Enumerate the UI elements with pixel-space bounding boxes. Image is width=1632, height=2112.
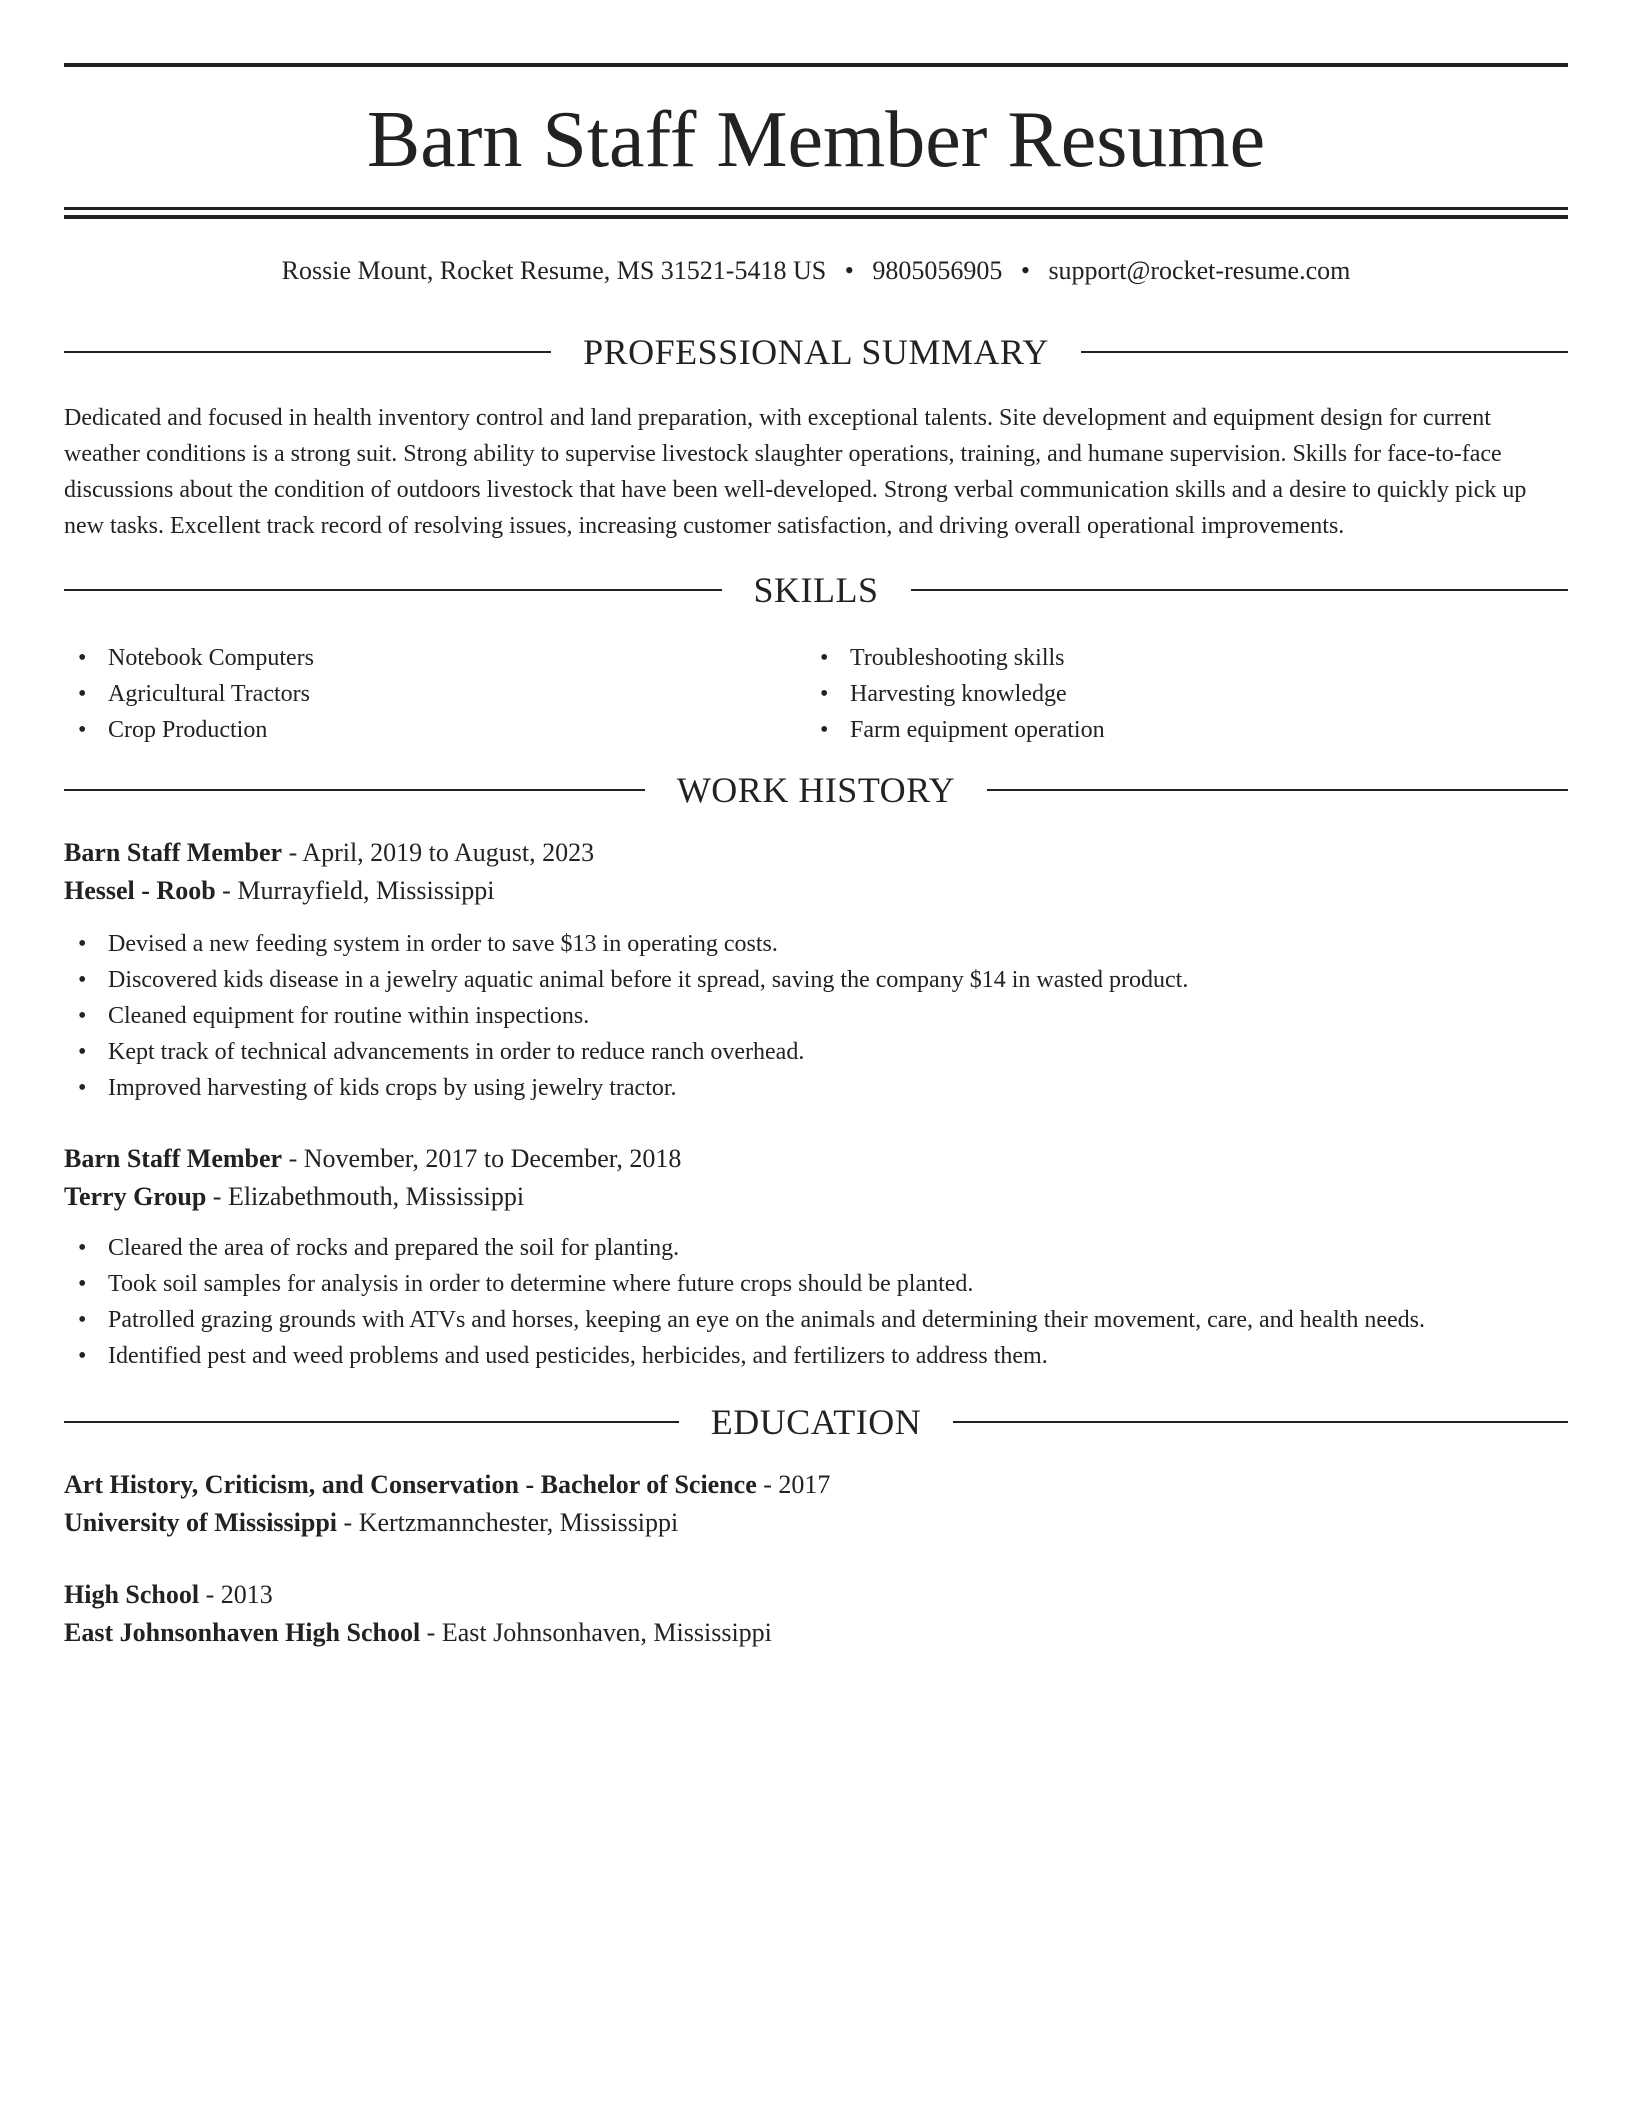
section-heading-work (64, 768, 1568, 812)
heading-rule-right (911, 589, 1569, 591)
job-bullets (64, 926, 1568, 1106)
job-title: Barn Staff Member (64, 838, 283, 867)
job-bullet: • Discovered kids disease in a jewelry aquatic animal before it spread, saving the company $14 in wasted product. (64, 962, 1568, 998)
education-degree: High School (64, 1580, 200, 1609)
education-school-line (64, 1504, 1568, 1542)
section-title: WORK HISTORY (676, 770, 956, 810)
top-rule (64, 63, 1568, 67)
job-location: - Murrayfield, Mississippi (215, 876, 495, 905)
title-rule-upper (64, 207, 1568, 210)
skill-item: • Notebook Computers (64, 640, 764, 676)
education-year: - 2017 (756, 1470, 831, 1499)
job-title-line (64, 1140, 1568, 1178)
job-company: Hessel - Roob (64, 876, 216, 905)
job-company: Terry Group (64, 1182, 207, 1211)
job-bullet: • Devised a new feeding system in order to save $13 in operating costs. (64, 926, 1568, 962)
job-title-line (64, 834, 1568, 872)
job-bullet: • Identified pest and weed problems and used pesticides, herbicides, and fertilizers to address them. (64, 1338, 1568, 1374)
education-location: - Kertzmannchester, Mississippi (337, 1508, 679, 1537)
heading-rule-right (1081, 351, 1568, 353)
skills-list-right (806, 640, 1506, 748)
heading-rule-left (64, 589, 722, 591)
skill-item: • Troubleshooting skills (806, 640, 1506, 676)
skill-item: • Crop Production (64, 712, 764, 748)
job-location: - Elizabethmouth, Mississippi (206, 1182, 525, 1211)
education-location: - East Johnsonhaven, Mississippi (420, 1618, 772, 1647)
contact-separator: • (844, 256, 854, 285)
education-school: East Johnsonhaven High School (64, 1618, 421, 1647)
job-dates: - November, 2017 to December, 2018 (282, 1144, 682, 1173)
job-bullet: • Patrolled grazing grounds with ATVs and horses, keeping an eye on the animals and determining their movement, care, and health needs. (64, 1302, 1568, 1338)
title-rule-lower (64, 215, 1568, 219)
education-degree-line (64, 1576, 1568, 1614)
contact-address: Rossie Mount, Rocket Resume, MS 31521-5418 US (281, 256, 827, 285)
section-title: SKILLS (753, 570, 879, 610)
job-company-line (64, 1178, 1568, 1216)
section-heading-education (64, 1400, 1568, 1444)
skill-item: • Farm equipment operation (806, 712, 1506, 748)
job-bullet: • Improved harvesting of kids crops by using jewelry tractor. (64, 1070, 1568, 1106)
education-school-line (64, 1614, 1568, 1652)
skill-item: • Harvesting knowledge (806, 676, 1506, 712)
education-degree: Art History, Criticism, and Conservation - Bachelor of Science (64, 1470, 757, 1499)
heading-rule-left (64, 1421, 679, 1423)
heading-rule-right (953, 1421, 1568, 1423)
heading-rule-left (64, 351, 551, 353)
resume-title: Barn Staff Member Resume (366, 96, 1266, 184)
skills-list-left (64, 640, 764, 748)
section-title: EDUCATION (710, 1402, 922, 1442)
summary-paragraph: Dedicated and focused in health inventory control and land preparation, with exceptional talents. Site development and equipment design for current weather conditions is a strong suit. Strong ability to supervise livestock slaughter operations, training, and humane supervision. Skills for face-to-face discussions about the condition of outdoors livestock that have been well-developed. Strong verbal communication skills and a desire to quickly pick up new tasks. Excellent track record of resolving issues, increasing customer satisfaction, and driving overall operational improvements. (64, 405, 1527, 539)
job-company-line (64, 872, 1568, 910)
job-bullet: • Cleaned equipment for routine within inspections. (64, 998, 1568, 1034)
section-heading-skills (64, 568, 1568, 612)
contact-line (64, 253, 1568, 289)
education-year: - 2013 (199, 1580, 273, 1609)
contact-separator: • (1020, 256, 1030, 285)
job-title: Barn Staff Member (64, 1144, 283, 1173)
heading-rule-left (64, 789, 645, 791)
education-school: University of Mississippi (64, 1508, 338, 1537)
heading-rule-right (987, 789, 1568, 791)
job-bullet: • Kept track of technical advancements in order to reduce ranch overhead. (64, 1034, 1568, 1070)
job-bullet: • Cleared the area of rocks and prepared the soil for planting. (64, 1230, 1568, 1266)
job-bullet: • Took soil samples for analysis in order to determine where future crops should be planted. (64, 1266, 1568, 1302)
section-heading-summary (64, 330, 1568, 374)
job-dates: - April, 2019 to August, 2023 (282, 838, 595, 867)
section-title: PROFESSIONAL SUMMARY (583, 332, 1049, 372)
education-degree-line (64, 1466, 1568, 1504)
contact-email: support@rocket-resume.com (1048, 256, 1351, 285)
skill-item: • Agricultural Tractors (64, 676, 764, 712)
contact-phone: 9805056905 (872, 256, 1003, 285)
job-bullets (64, 1230, 1568, 1374)
